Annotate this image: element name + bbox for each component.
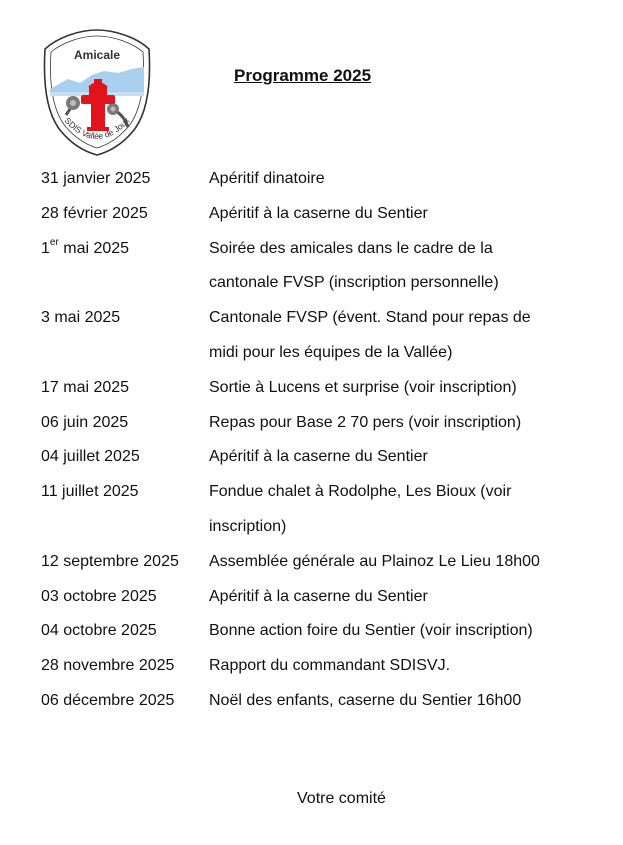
- entry-event-line: Apéritif à la caserne du Sentier: [209, 448, 428, 466]
- entry-event-line: Apéritif dinatoire: [209, 170, 325, 187]
- entry-date: 04 juillet 2025: [41, 448, 140, 466]
- logo-ring-text: SDIS Vallée de Joux: [62, 115, 132, 142]
- entry-event-line: Bonne action foire du Sentier (voir inscription): [209, 622, 533, 640]
- schedule-entry: [41, 475, 601, 545]
- schedule-entry: [41, 162, 601, 197]
- entry-event: [209, 162, 601, 197]
- entry-event: [209, 301, 601, 371]
- entry-date: 04 octobre 2025: [41, 622, 157, 640]
- entry-event-line: inscription): [209, 517, 287, 535]
- entry-event: [209, 684, 601, 719]
- entry-event-line: Rapport du commandant SDISVJ.: [209, 657, 451, 675]
- page-title: Programme 2025: [234, 66, 372, 85]
- entry-event: [209, 545, 601, 580]
- entry-event-line: Assemblée générale au Plainoz Le Lieu 18h00: [209, 552, 540, 570]
- entry-date: 06 juin 2025: [41, 413, 129, 431]
- schedule-entry: [41, 406, 601, 441]
- entry-date-prefix: 1: [41, 239, 50, 257]
- entry-event: [209, 614, 601, 649]
- entry-event-line: Soirée des amicales dans le cadre de la: [209, 239, 493, 257]
- entry-date: 3 mai 2025: [41, 309, 121, 327]
- schedule-entry: [41, 684, 601, 719]
- schedule-entry: [41, 614, 601, 649]
- entry-event-line: Repas pour Base 2 70 pers (voir inscription): [209, 413, 522, 431]
- entry-date: 11 juillet 2025: [41, 483, 139, 501]
- entry-event: [209, 475, 601, 545]
- entry-event-line: Sortie à Lucens et surprise (voir inscription): [209, 378, 517, 396]
- entry-event: [209, 580, 601, 615]
- entry-date: 12 septembre 2025: [41, 552, 179, 570]
- schedule-entry: [41, 232, 601, 302]
- entry-date-superscript: er: [49, 237, 59, 249]
- schedule-entry: [41, 197, 601, 232]
- entry-event-line: Cantonale FVSP (évent. Stand pour repas de: [209, 309, 531, 327]
- entry-date: 28 février 2025: [41, 204, 148, 222]
- entry-date: 03 octobre 2025: [41, 587, 157, 605]
- entry-event: [209, 406, 601, 441]
- entry-date: 17 mai 2025: [41, 378, 130, 396]
- schedule-entry: [41, 545, 601, 580]
- entry-event: [209, 232, 601, 302]
- entry-date-rest: mai 2025: [58, 239, 130, 257]
- entry-event-line: Apéritif à la caserne du Sentier: [209, 587, 428, 605]
- entry-date: 06 décembre 2025: [41, 691, 175, 709]
- logo-top-text: Amicale: [73, 48, 121, 62]
- entry-event-line: cantonale FVSP (inscription personnelle): [209, 274, 499, 292]
- entry-event-line: Noël des enfants, caserne du Sentier 16h00: [209, 691, 522, 709]
- schedule-entry: [41, 440, 601, 475]
- entry-event: [209, 197, 601, 232]
- entry-event: [209, 371, 601, 406]
- schedule-entry: [41, 580, 601, 615]
- entry-date: 31 janvier 2025: [41, 170, 151, 187]
- amicale-sdis-logo: [40, 27, 154, 157]
- footer-signature: Votre comité: [297, 790, 386, 807]
- schedule-entry: [41, 301, 601, 371]
- entry-date: [41, 232, 129, 267]
- entry-event: [209, 649, 601, 684]
- schedule-entry: [41, 649, 601, 684]
- schedule-entry: [41, 371, 601, 406]
- schedule-list: [41, 162, 601, 719]
- entry-event-line: Apéritif à la caserne du Sentier: [209, 204, 428, 222]
- entry-event-line: Fondue chalet à Rodolphe, Les Bioux (voir: [209, 483, 512, 501]
- entry-date: 28 novembre 2025: [41, 657, 175, 675]
- entry-event-line: midi pour les équipes de la Vallée): [209, 343, 453, 361]
- entry-event: [209, 440, 601, 475]
